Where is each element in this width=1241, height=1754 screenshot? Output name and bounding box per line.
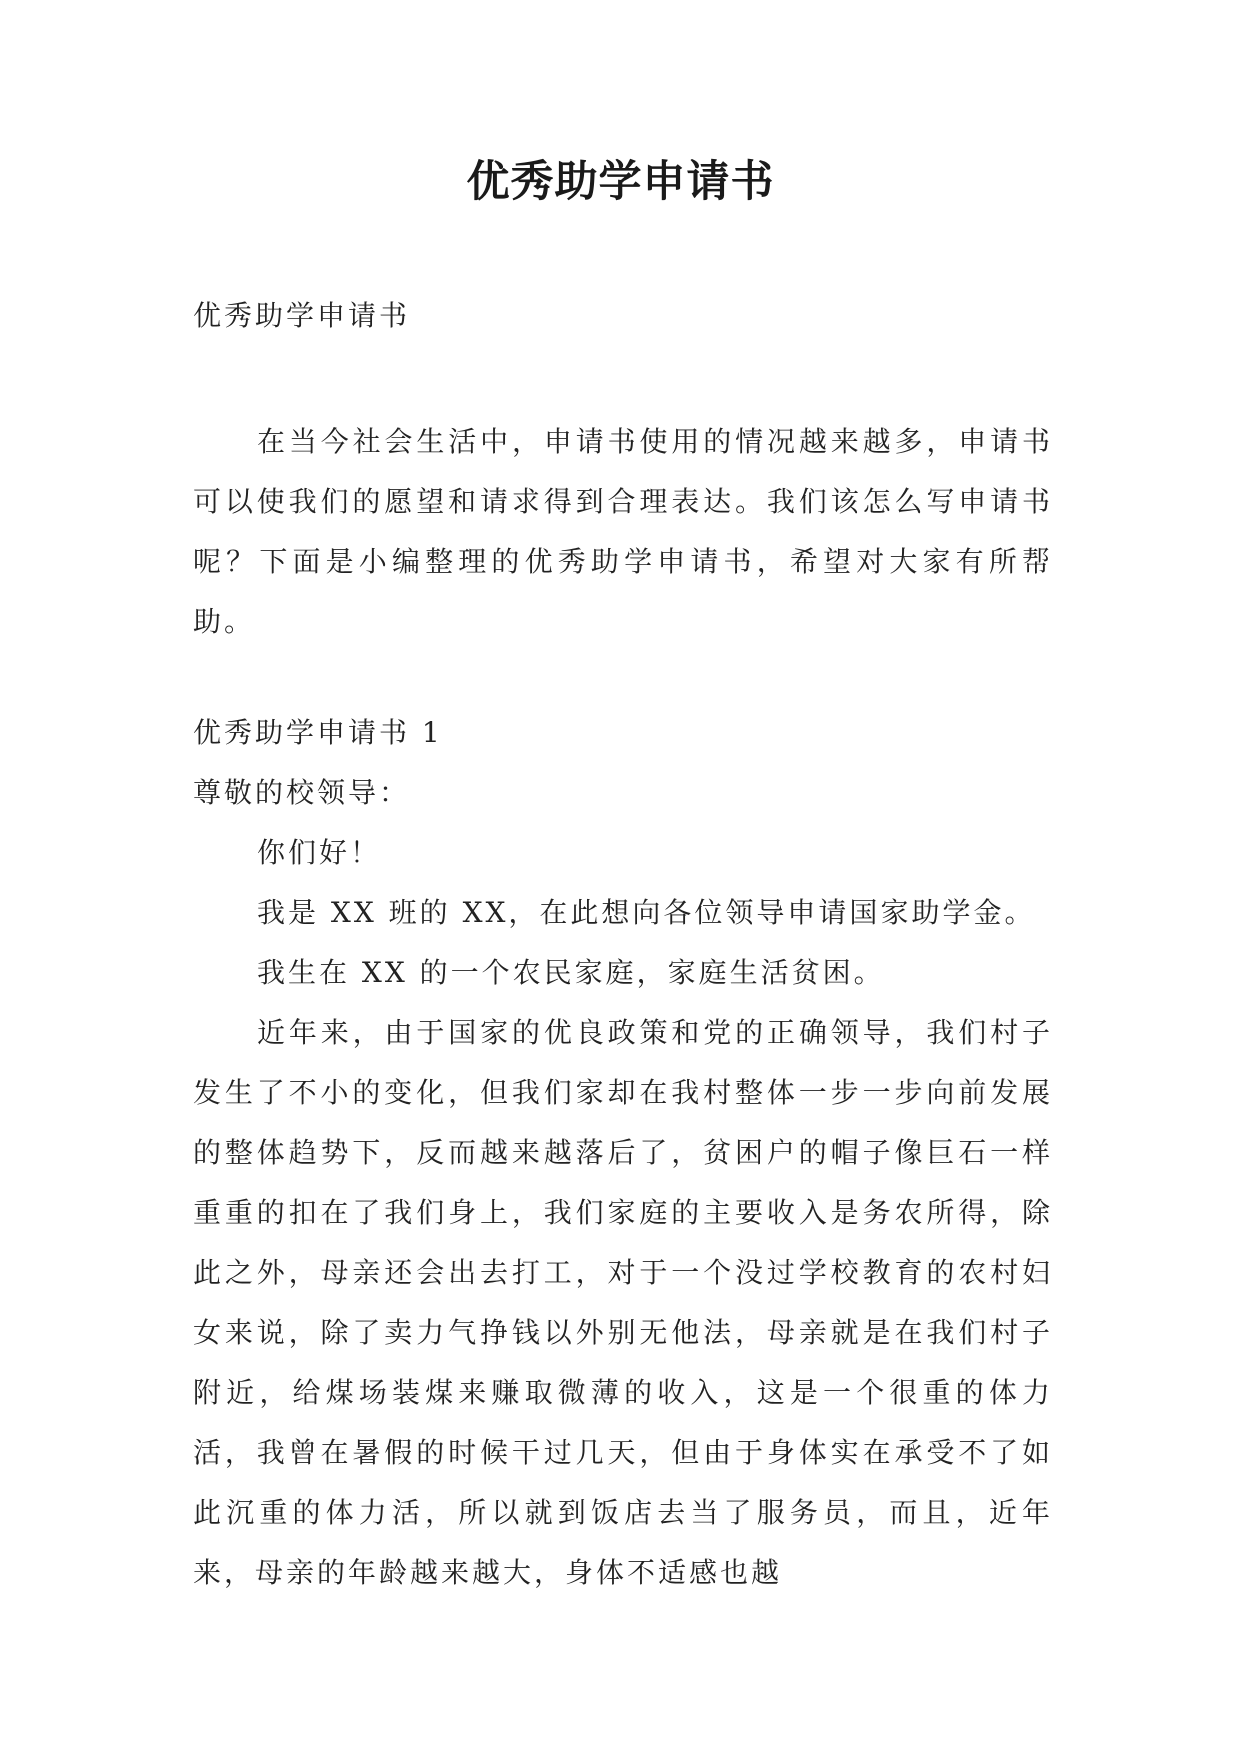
document-title: 优秀助学申请书 [466,157,775,207]
letter-line-1: 我是 XX 班的 XX，在此想向各位领导申请国家助学金。 [257,896,1036,929]
letter-greeting: 你们好！ [257,836,382,869]
letter-section [193,703,1053,1603]
letter-paragraph-3: 近年来，由于国家的优良政策和党的正确领导，我们村子发生了不小的变化，但我们家却在我村整体一步一步向前发展的整体趋势下，反而越来越落后了，贫困户的帽子像巨石一样重重的扣在了我们身上，我们家庭的主要收入是务农所得，除此之外，母亲还会出去打工，对于一个没过学校教育的农村妇女来说，除了卖力气挣钱以外别无他法，母亲就是在我们村子附近，给煤场装煤来赚取微薄的收入，这是一个很重的体力活，我曾在暑假的时候干过几天，但由于身体实在承受不了如此沉重的体力活，所以就到饭店去当了服务员，而且，近年来，母亲的年龄越来越大，身体不适感也越 [193,1016,1053,1589]
letter-heading: 优秀助学申请书 1 [193,716,443,749]
letter-line-2: 我生在 XX 的一个农民家庭，家庭生活贫困。 [257,956,885,989]
intro-paragraph: 在当今社会生活中，申请书使用的情况越来越多，申请书可以使我们的愿望和请求得到合理表达。我们该怎么写申请书呢？下面是小编整理的优秀助学申请书，希望对大家有所帮助。 [193,425,1053,638]
document-subtitle: 优秀助学申请书 [193,299,411,332]
letter-salutation: 尊敬的校领导： [193,776,411,809]
